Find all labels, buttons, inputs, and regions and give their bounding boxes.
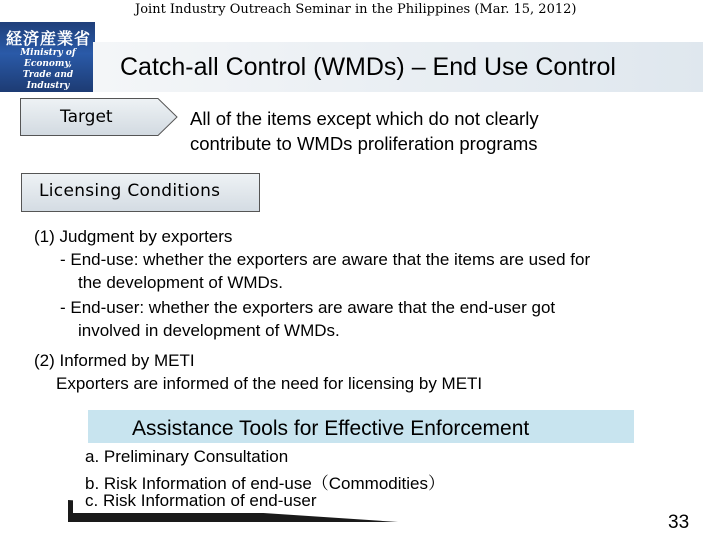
meti-logo — [0, 22, 95, 92]
condition-line: (2) Informed by METI — [34, 351, 195, 370]
assistance-title: Assistance Tools for Effective Enforcement — [132, 417, 530, 440]
tool-item: a. Preliminary Consultation — [85, 447, 289, 466]
condition-line: involved in development of WMDs. — [78, 321, 340, 340]
target-label: Target — [60, 107, 113, 127]
slide-title: Catch-all Control (WMDs) – End Use Control — [120, 53, 616, 81]
logo-english-line-2: Trade and Industry — [22, 70, 74, 91]
tool-item: b. Risk Information of end-use（Commodities） — [85, 474, 445, 493]
condition-line: - End-use: whether the exporters are aware that the items are used for — [60, 250, 591, 269]
condition-line: the development of WMDs. — [78, 273, 284, 292]
target-description — [190, 106, 539, 156]
target-text-line-2: contribute to WMDs proliferation programs — [190, 133, 538, 154]
logo-kanji: 経済産業省 — [6, 29, 92, 48]
tools-list — [73, 443, 603, 513]
condition-line: - End-user: whether the exporters are aware that the end-user got — [60, 298, 556, 317]
licensing-conditions-label: Licensing Conditions — [39, 181, 221, 201]
condition-line: (1) Judgment by exporters — [34, 227, 233, 246]
target-text-line-1: All of the items except which do not clearly — [190, 108, 539, 129]
seminar-caption: Joint Industry Outreach Seminar in the Philippines (Mar. 15, 2012) — [135, 2, 577, 17]
tool-item: c. Risk Information of end-user — [85, 491, 317, 510]
logo-english-line-1: Ministry of Economy, — [20, 48, 76, 69]
logo-english — [4, 48, 92, 92]
condition-line: Exporters are informed of the need for licensing by METI — [56, 374, 483, 393]
page-number: 33 — [668, 512, 690, 533]
